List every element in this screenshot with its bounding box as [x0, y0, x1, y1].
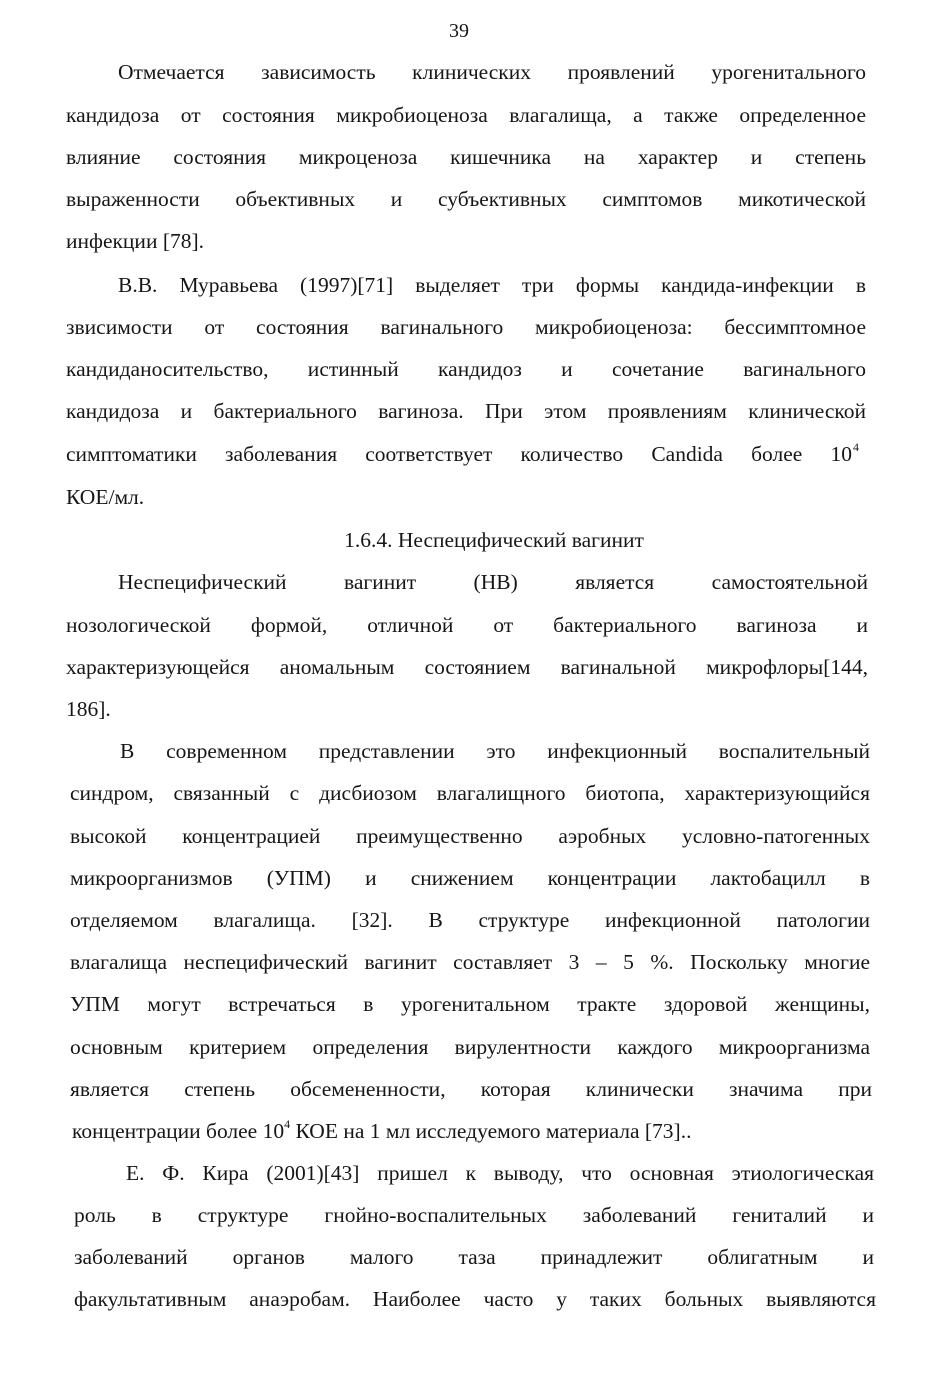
text-line: симптоматики заболевания соответствует количество Candida более 10	[66, 442, 852, 466]
text-line: микроорганизмов (УПМ) и снижением концентрации лактобацилл в	[70, 866, 870, 890]
text-line: влагалища неспецифический вагинит составляет 3 – 5 %. Поскольку многие	[70, 950, 870, 974]
text-line: Отмечается зависимость клинических проявлений урогенитального	[118, 60, 866, 84]
text-line: инфекции [78].	[66, 229, 205, 253]
text-line: 186].	[66, 697, 111, 721]
text-line: выраженности объективных и субъективных симптомов микотической	[66, 187, 866, 211]
text-line: кандидоза и бактериального вагиноза. При этом проявлениям клинической	[66, 399, 866, 423]
exponent: 4	[853, 440, 859, 454]
text-line: кандиданосительство, истинный кандидоз и сочетание вагинального	[66, 357, 866, 381]
text-line: концентрации более $10^4$ КОЕ на 1 мл исследуемого материала [73]..	[72, 1117, 692, 1143]
text-line: основным критерием определения вирулентности каждого микроорганизма	[70, 1035, 870, 1059]
text-line: кандидоза от состояния микробиоценоза влагалища, а также определенное	[66, 103, 866, 127]
text-line: звисимости от состояния вагинального микробиоценоза: бессимптомное	[66, 315, 866, 339]
text-line: Е. Ф. Кира (2001)[43] пришел к выводу, что основная этиологическая	[126, 1161, 874, 1185]
text-line: высокой концентрацией преимущественно аэробных условно-патогенных	[70, 824, 870, 848]
text-line: В.В. Муравьева (1997)[71] выделяет три формы кандида-инфекции в	[118, 273, 866, 297]
text-line: является степень обсемененности, которая клинически значима при	[70, 1077, 872, 1101]
exponent: 4	[284, 1117, 291, 1131]
text-line: влияние состояния микроценоза кишечника на характер и степень	[66, 145, 866, 169]
text-line: факультативным анаэробам. Наиболее часто у таких больных выявляются	[74, 1287, 876, 1311]
text-line: синдром, связанный с дисбиозом влагалищного биотопа, характеризующийся	[70, 781, 870, 805]
text-line: роль в структуре гнойно-воспалительных заболеваний гениталий и	[74, 1203, 874, 1227]
text-line: КОЕ/мл.	[66, 485, 145, 509]
section-heading: 1.6.4. Неспецифический вагинит	[344, 528, 644, 552]
text-line: отделяемом влагалища. [32]. В структуре инфекционной патологии	[70, 908, 870, 932]
text-line: В современном представлении это инфекционный воспалительный	[120, 739, 870, 763]
text-line: УПМ могут встречаться в урогенитальном тракте здоровой женщины,	[70, 992, 870, 1016]
text-line: нозологической формой, отличной от бактериального вагиноза и	[66, 613, 868, 637]
text-line: Неспецифический вагинит (НВ) является самостоятельной	[118, 570, 868, 594]
text-line: характеризующейся аномальным состоянием вагинальной микрофлоры[144,	[66, 655, 868, 679]
text-line: заболеваний органов малого таза принадлежит облигатным и	[74, 1245, 874, 1269]
page-number: 39	[449, 20, 469, 42]
